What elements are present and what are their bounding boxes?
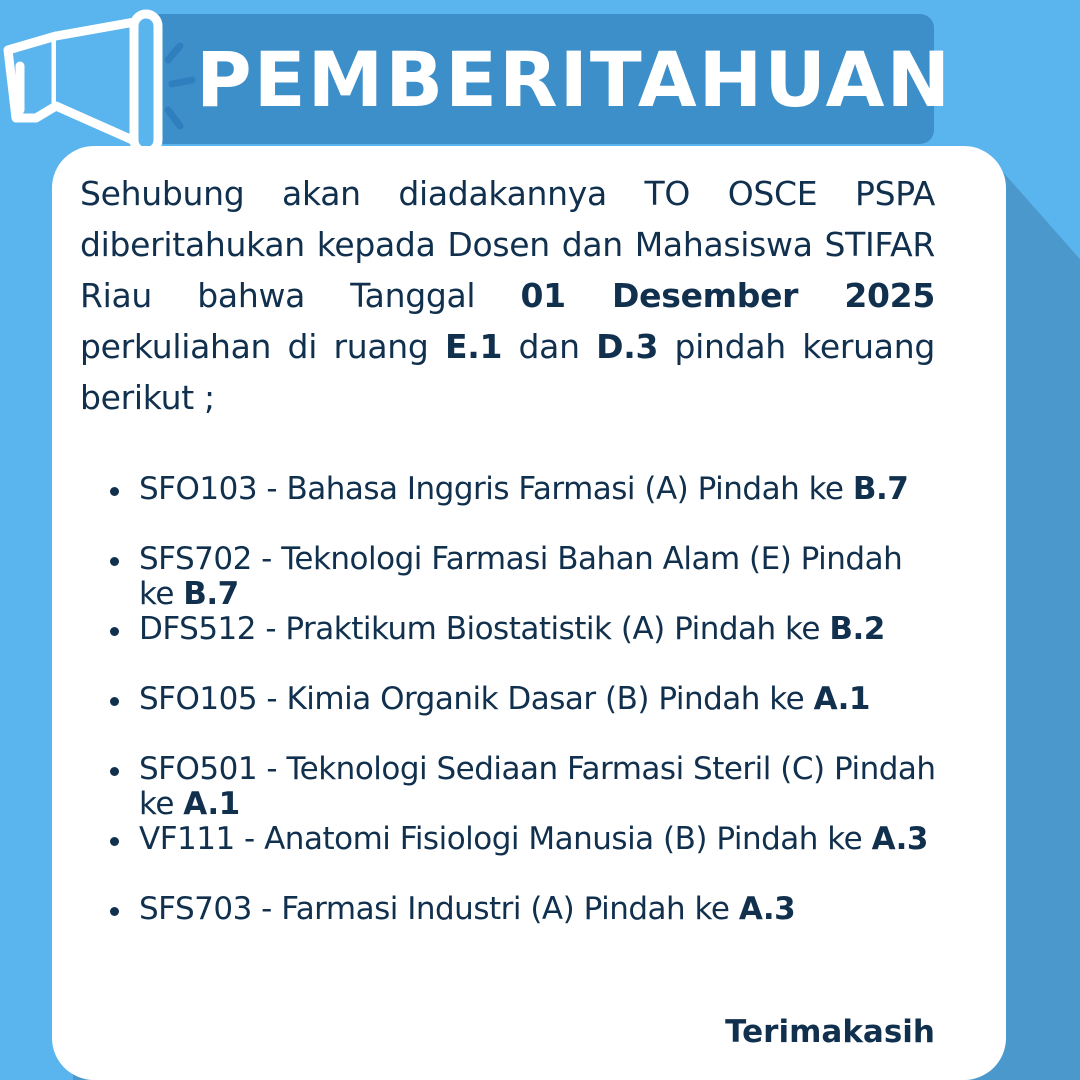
room-change-list [104, 472, 944, 927]
item-room: A.1 [183, 786, 240, 822]
list-item [104, 612, 944, 682]
intro-date: 01 Desember 2025 [520, 276, 935, 315]
list-item [104, 472, 944, 542]
list-item [104, 682, 944, 752]
item-room: A.1 [813, 681, 870, 717]
page-title: PEMBERITAHUAN [196, 35, 953, 124]
item-room: A.3 [738, 891, 796, 927]
list-item [104, 542, 944, 612]
item-room: B.7 [183, 576, 239, 612]
item-course: SFS703 - Farmasi Industri (A) Pindah ke [139, 891, 739, 927]
megaphone-icon [0, 6, 196, 156]
closing-text: Terimakasih [725, 1014, 935, 1050]
item-room: B.7 [852, 471, 909, 507]
intro-text-4: pindah keruang berikut ; [80, 327, 935, 417]
item-course: SFO103 - Bahasa Inggris Farmasi (A) Pindah ke [139, 471, 853, 507]
item-course: SFS702 - Teknologi Farmasi Bahan Alam (E) Pindah ke [139, 541, 903, 612]
intro-paragraph [80, 168, 935, 423]
intro-text-2: perkuliahan di ruang [80, 327, 445, 366]
item-course: SFO501 - Teknologi Sediaan Farmasi Steril (C) Pindah ke [139, 751, 936, 822]
intro-text-1: Sehubung akan diadakannya TO OSCE PSPA diberitahukan kepada Dosen dan Mahasiswa STIFAR Riau bahwa Tanggal [80, 174, 935, 315]
item-room: A.3 [871, 821, 928, 857]
list-item [104, 892, 944, 927]
item-course: VF111 - Anatomi Fisiologi Manusia (B) Pindah ke [139, 821, 872, 857]
item-course: SFO105 - Kimia Organik Dasar (B) Pindah ke [139, 681, 814, 717]
list-item [104, 822, 944, 892]
item-course: DFS512 - Praktikum Biostatistik (A) Pindah ke [139, 611, 830, 647]
intro-room-2: D.3 [596, 327, 659, 366]
intro-text-3: dan [502, 327, 597, 366]
list-item [104, 752, 944, 822]
item-room: B.2 [829, 611, 885, 647]
intro-room-1: E.1 [444, 327, 503, 366]
